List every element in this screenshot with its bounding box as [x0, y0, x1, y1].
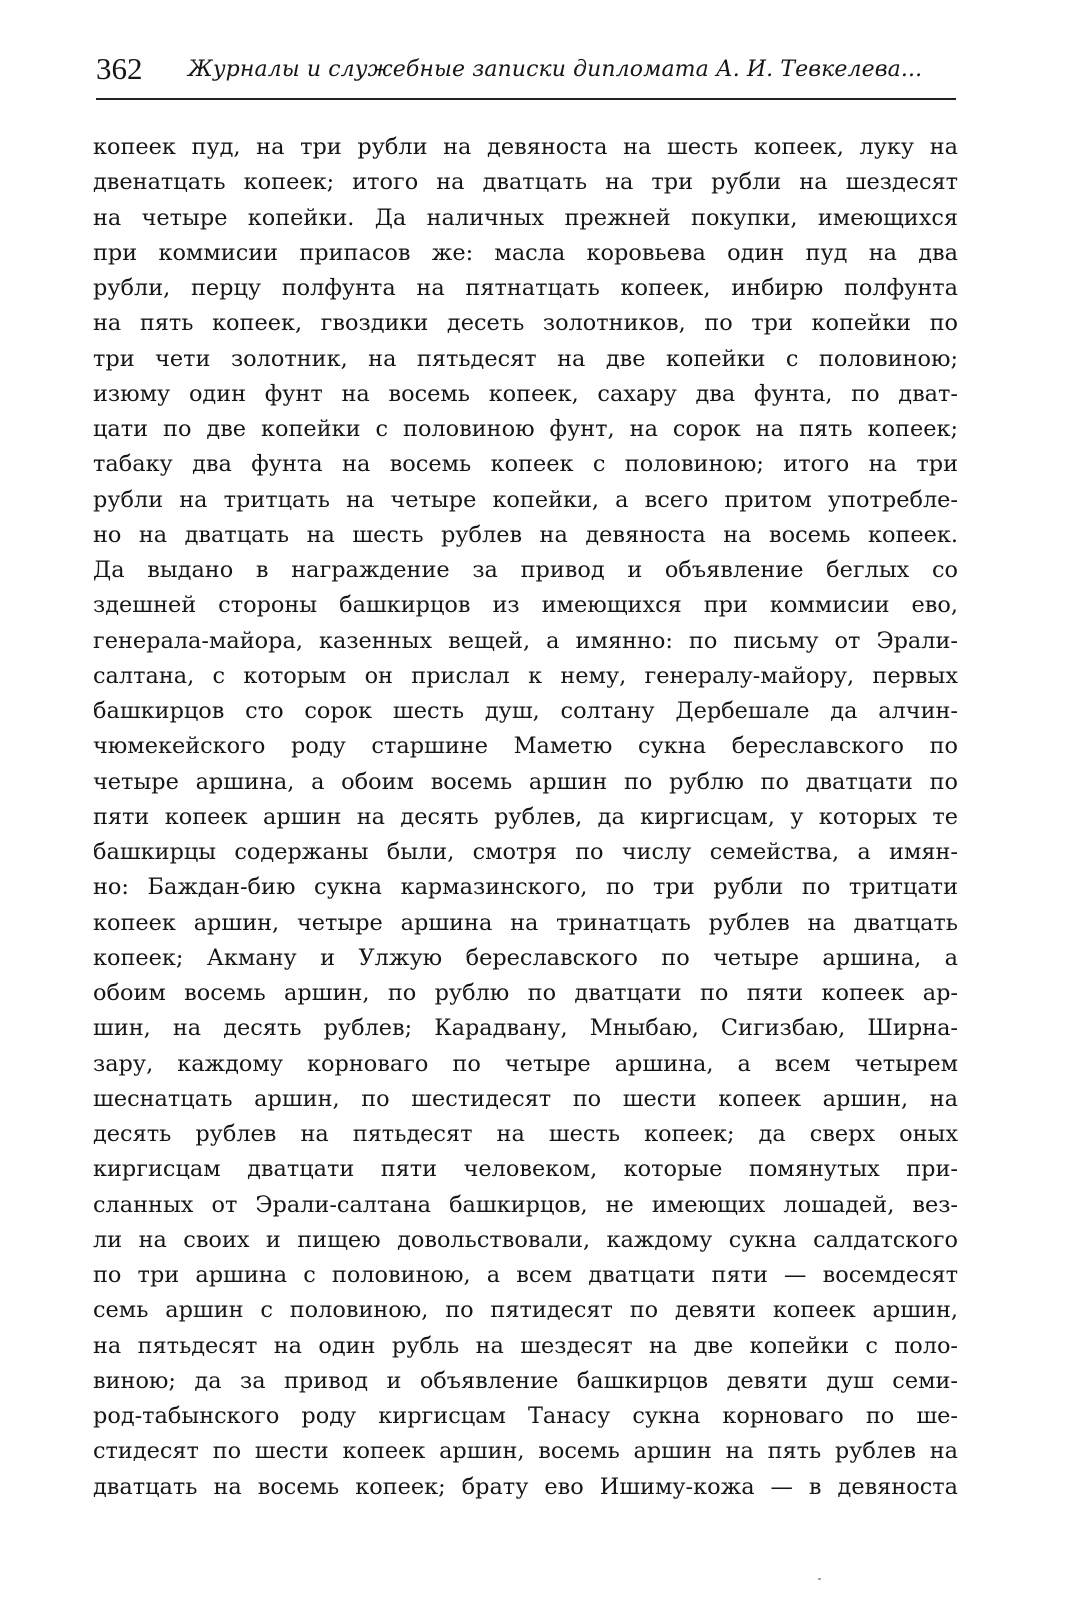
text-line: но: Баждан-бию сукна кармазинского, по три рубли по тритцати — [93, 874, 958, 901]
text-line: изюму один фунт на восемь копеек, сахару два фунта, по дват- — [93, 380, 958, 407]
text-line: киргисцам дватцати пяти человеком, которые помянутых при- — [93, 1156, 958, 1183]
text-line: генерала-майора, казенных вещей, а имянно: по письму от Эрали- — [93, 627, 958, 654]
print-speck — [818, 1578, 821, 1580]
text-line: салтана, с которым он прислал к нему, генералу-майору, первых — [93, 662, 958, 689]
text-line: на пять копеек, гвоздики десеть золотников, по три копейки по — [93, 310, 958, 337]
text-line: копеек; Акману и Улжую береславского по четыре аршина, а — [93, 944, 958, 971]
text-line: десять рублев на пятьдесят на шесть копеек; да сверх оных — [93, 1121, 958, 1147]
text-line: шин, на десять рублев; Карадвану, Мныбаю, Сигизбаю, Ширна- — [93, 1015, 958, 1042]
text-line: но на дватцать на шесть рублев на девяноста на восемь копеек. — [93, 521, 958, 548]
text-line: по три аршина с половиною, а всем дватцати пяти — восемдесят — [93, 1262, 958, 1288]
text-line: род-табынского роду киргисцам Танасу сукна корноваго по ше- — [93, 1403, 958, 1429]
text-line: чюмекейского роду старшине Маметю сукна береславского по — [93, 733, 958, 760]
text-line: рубли на тритцать на четыре копейки, а всего притом употребле- — [93, 486, 958, 513]
text-line: шеснатцать аршин, по шестидесят по шести копеек аршин, на — [93, 1085, 958, 1112]
body-text — [93, 130, 958, 1505]
text-line: семь аршин с половиною, по пятидесят по девяти копеек аршин, — [93, 1297, 958, 1324]
text-line: виною; да за привод и объявление башкирцов девяти душ семи- — [93, 1367, 958, 1394]
text-line: дватцать на восемь копеек; брату ево Ишиму-кожа — в девяноста — [93, 1473, 958, 1500]
text-line: копеек пуд, на три рубли на девяноста на шесть копеек, луку на — [93, 134, 958, 160]
running-title: Журналы и служебные записки дипломата А. И. Тевкелева... — [188, 57, 923, 82]
text-line: здешней стороны башкирцов из имеющихся при коммисии ево, — [93, 592, 958, 619]
text-line: четыре аршина, а обоим восемь аршин по рублю по дватцати по — [93, 768, 958, 795]
text-line: стидесят по шести копеек аршин, восемь аршин на пять рублев на — [93, 1438, 958, 1465]
text-line: табаку два фунта на восемь копеек с половиною; итого на три — [93, 451, 958, 478]
text-line: зару, каждому корноваго по четыре аршина, а всем четырем — [93, 1050, 958, 1077]
text-line: рубли, перцу полфунта на пятнатцать копеек, инбирю полфунта — [93, 275, 958, 301]
text-line: цати по две копейки с половиною фунт, на сорок на пять копеек; — [93, 416, 958, 442]
text-line: копеек аршин, четыре аршина на тринатцать рублев на дватцать — [93, 909, 958, 936]
running-head — [96, 46, 956, 92]
text-line: на четыре копейки. Да наличных прежней покупки, имеющихся — [93, 204, 958, 231]
text-line: при коммисии припасов же: масла коровьева один пуд на два — [93, 239, 958, 266]
text-line: двенатцать копеек; итого на дватцать на три рубли на шездесят — [93, 169, 958, 196]
page-number: 362 — [96, 51, 143, 86]
text-line: на пятьдесят на один рубль на шездесят на две копейки с поло- — [93, 1332, 958, 1359]
text-line: пяти копеек аршин на десять рублев, да киргисцам, у которых те — [93, 803, 958, 830]
text-line: ли на своих и пищею довольствовали, каждому сукна салдатского — [93, 1226, 958, 1253]
header-rule — [96, 98, 956, 100]
text-line: обоим восемь аршин, по рублю по дватцати по пяти копеек ар- — [93, 980, 958, 1006]
text-line: башкирцы содержаны были, смотря по числу семейства, а имян- — [93, 839, 958, 865]
text-line: три чети золотник, на пятьдесят на две копейки с половиною; — [93, 345, 958, 372]
text-line: башкирцов сто сорок шесть душ, солтану Дербешале да алчин- — [93, 698, 958, 724]
text-line: сланных от Эрали-салтана башкирцов, не имеющих лошадей, вез- — [93, 1191, 958, 1218]
text-line: Да выдано в награждение за привод и объявление беглых со — [93, 557, 958, 583]
